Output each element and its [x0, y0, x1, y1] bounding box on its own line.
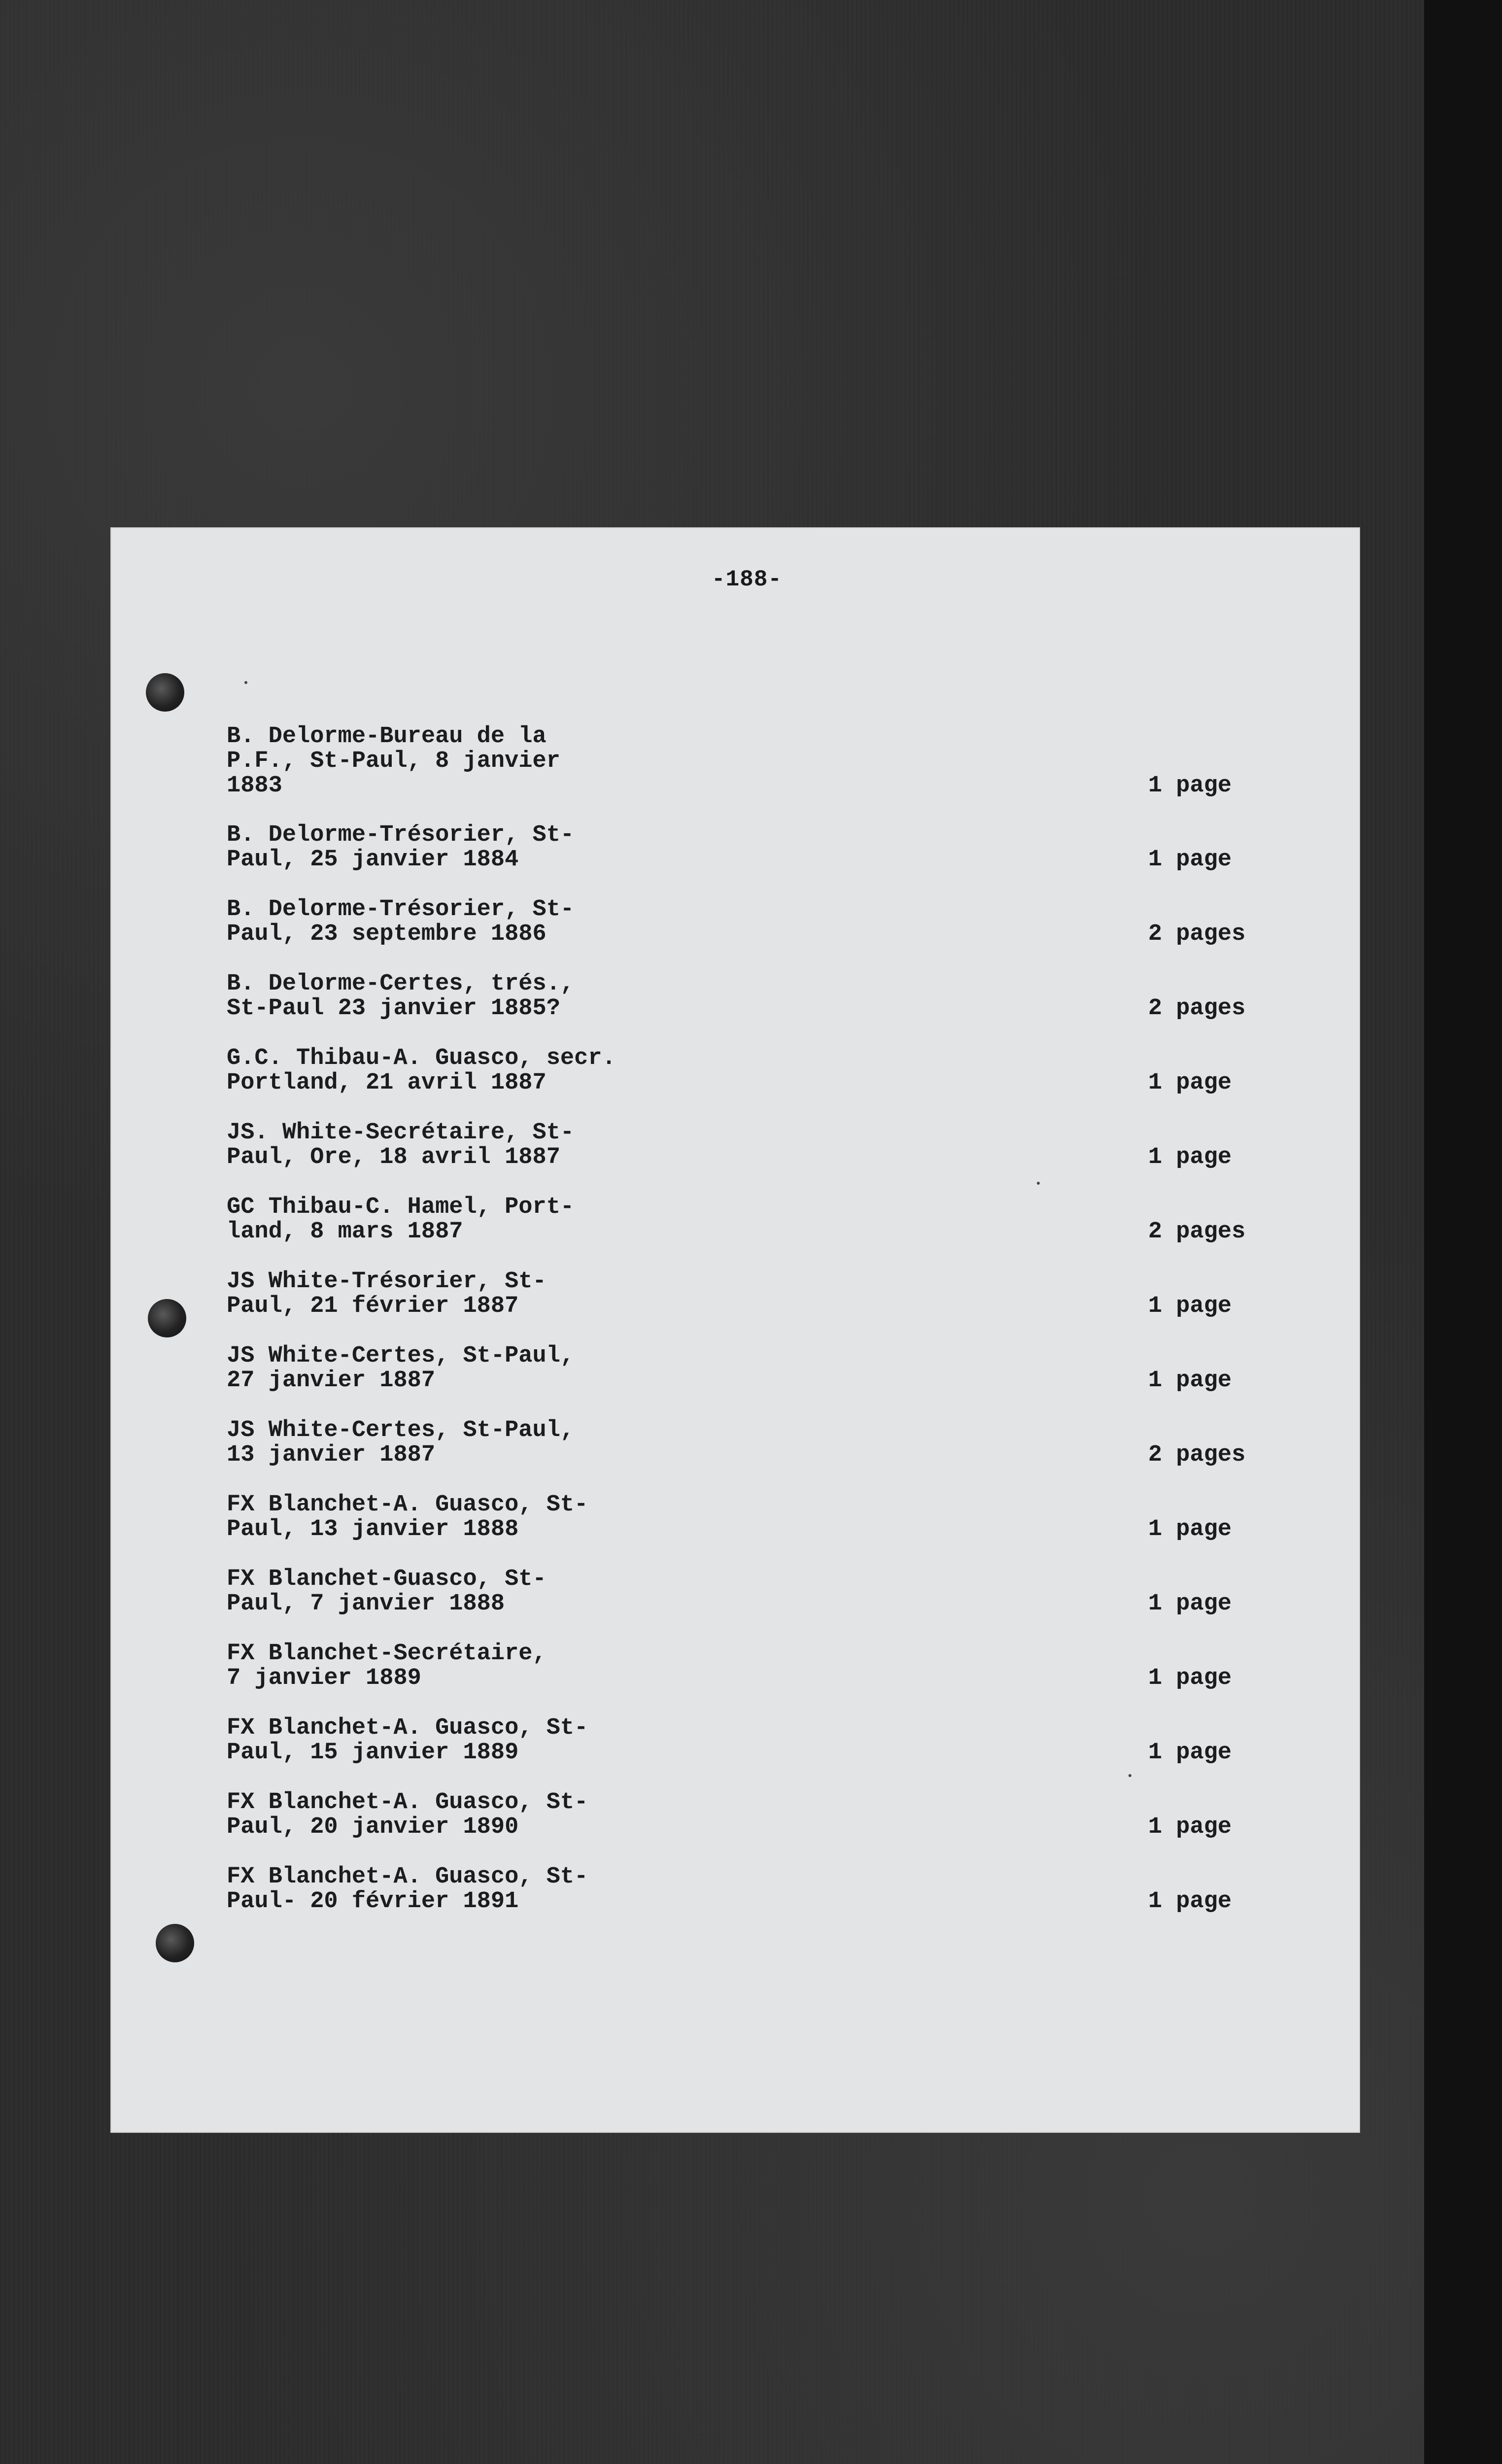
entry-line: FX Blanchet-Guasco, St- [227, 1566, 546, 1592]
page-count: 1 page [1148, 1888, 1232, 1915]
punch-hole-top [146, 673, 184, 712]
entry-description [227, 1865, 588, 1914]
entry-description [227, 1195, 574, 1244]
entry-line: B. Delorme-Bureau de la [227, 723, 546, 750]
entry-line: B. Delorme-Trésorier, St- [227, 822, 575, 848]
list-item [227, 823, 1262, 897]
list-item [227, 1195, 1262, 1269]
page-count: 1 page [1148, 1740, 1232, 1766]
list-item [227, 724, 1262, 823]
entry-line: 7 janvier 1889 [227, 1665, 421, 1691]
list-item [227, 1642, 1262, 1716]
entry-line: Paul, 13 janvier 1888 [227, 1516, 519, 1542]
page-count: 1 page [1148, 847, 1232, 873]
entry-description [227, 724, 560, 798]
entry-line: 27 janvier 1887 [227, 1368, 436, 1394]
entry-line: 1883 [227, 773, 282, 799]
entry-description [227, 823, 574, 872]
page-count: 1 page [1148, 1144, 1232, 1170]
punch-hole-bottom [156, 1924, 194, 1962]
entry-line: B. Delorme-Certes, trés., [227, 971, 575, 997]
page-count: 1 page [1148, 1516, 1232, 1542]
list-item [227, 1121, 1262, 1195]
entry-line: B. Delorme-Trésorier, St- [227, 896, 575, 923]
page-count: 1 page [1148, 1070, 1232, 1096]
letter-list [227, 724, 1262, 1939]
entry-line: FX Blanchet-A. Guasco, St- [227, 1789, 588, 1815]
entry-description [227, 1269, 546, 1319]
page-count: 1 page [1148, 1665, 1232, 1691]
page-count: 2 pages [1148, 1219, 1246, 1245]
page-count: 2 pages [1148, 921, 1246, 947]
page-count: 1 page [1148, 1368, 1232, 1394]
list-item [227, 1418, 1262, 1493]
list-item [227, 1865, 1262, 1939]
entry-line: FX Blanchet-A. Guasco, St- [227, 1492, 588, 1518]
entry-line: Paul, 15 janvier 1889 [227, 1740, 519, 1766]
entry-description [227, 1046, 616, 1095]
list-item [227, 1269, 1262, 1344]
scan-speck [244, 681, 247, 684]
page-count: 1 page [1148, 1814, 1232, 1840]
list-item [227, 972, 1262, 1046]
entry-line: Portland, 21 avril 1887 [227, 1070, 546, 1096]
page-count: 1 page [1148, 1293, 1232, 1319]
entry-line: 13 janvier 1887 [227, 1442, 436, 1468]
entry-line: JS White-Certes, St-Paul, [227, 1417, 575, 1443]
entry-line: GC Thibau-C. Hamel, Port- [227, 1194, 575, 1220]
entry-description [227, 897, 574, 947]
list-item [227, 1493, 1262, 1567]
entry-line: FX Blanchet-A. Guasco, St- [227, 1864, 588, 1890]
entry-description [227, 1716, 588, 1765]
entry-line: Paul, 21 février 1887 [227, 1293, 519, 1319]
entry-line: JS White-Trésorier, St- [227, 1268, 546, 1295]
entry-line: land, 8 mars 1887 [227, 1219, 463, 1245]
page-count: 2 pages [1148, 1442, 1246, 1468]
film-edge [1424, 0, 1502, 2464]
entry-description [227, 1344, 574, 1393]
entry-line: Paul- 20 février 1891 [227, 1888, 519, 1915]
entry-line: St-Paul 23 janvier 1885? [227, 995, 560, 1022]
entry-line: FX Blanchet-Secrétaire, [227, 1641, 546, 1667]
entry-description [227, 1493, 588, 1542]
list-item [227, 1567, 1262, 1642]
document-page [110, 527, 1360, 2133]
entry-line: JS White-Certes, St-Paul, [227, 1343, 575, 1369]
entry-line: P.F., St-Paul, 8 janvier [227, 748, 560, 774]
entry-line: Paul, 7 janvier 1888 [227, 1591, 505, 1617]
list-item [227, 1344, 1262, 1418]
list-item [227, 897, 1262, 972]
entry-description [227, 972, 574, 1021]
entry-description [227, 1121, 574, 1170]
punch-hole-middle [148, 1299, 186, 1337]
entry-line: Paul, 23 septembre 1886 [227, 921, 546, 947]
page-number: -188- [712, 567, 783, 592]
list-item [227, 1046, 1262, 1121]
entry-description [227, 1790, 588, 1840]
list-item [227, 1716, 1262, 1790]
entry-line: FX Blanchet-A. Guasco, St- [227, 1715, 588, 1741]
entry-line: G.C. Thibau-A. Guasco, secr. [227, 1045, 616, 1071]
page-count: 1 page [1148, 1591, 1232, 1617]
entry-description [227, 1642, 546, 1691]
entry-description [227, 1418, 574, 1468]
page-count: 1 page [1148, 773, 1232, 799]
entry-line: Paul, 20 janvier 1890 [227, 1814, 519, 1840]
page-count: 2 pages [1148, 995, 1246, 1022]
entry-line: Paul, 25 janvier 1884 [227, 847, 519, 873]
entry-line: Paul, Ore, 18 avril 1887 [227, 1144, 560, 1170]
list-item [227, 1790, 1262, 1865]
entry-line: JS. White-Secrétaire, St- [227, 1120, 575, 1146]
entry-description [227, 1567, 546, 1616]
